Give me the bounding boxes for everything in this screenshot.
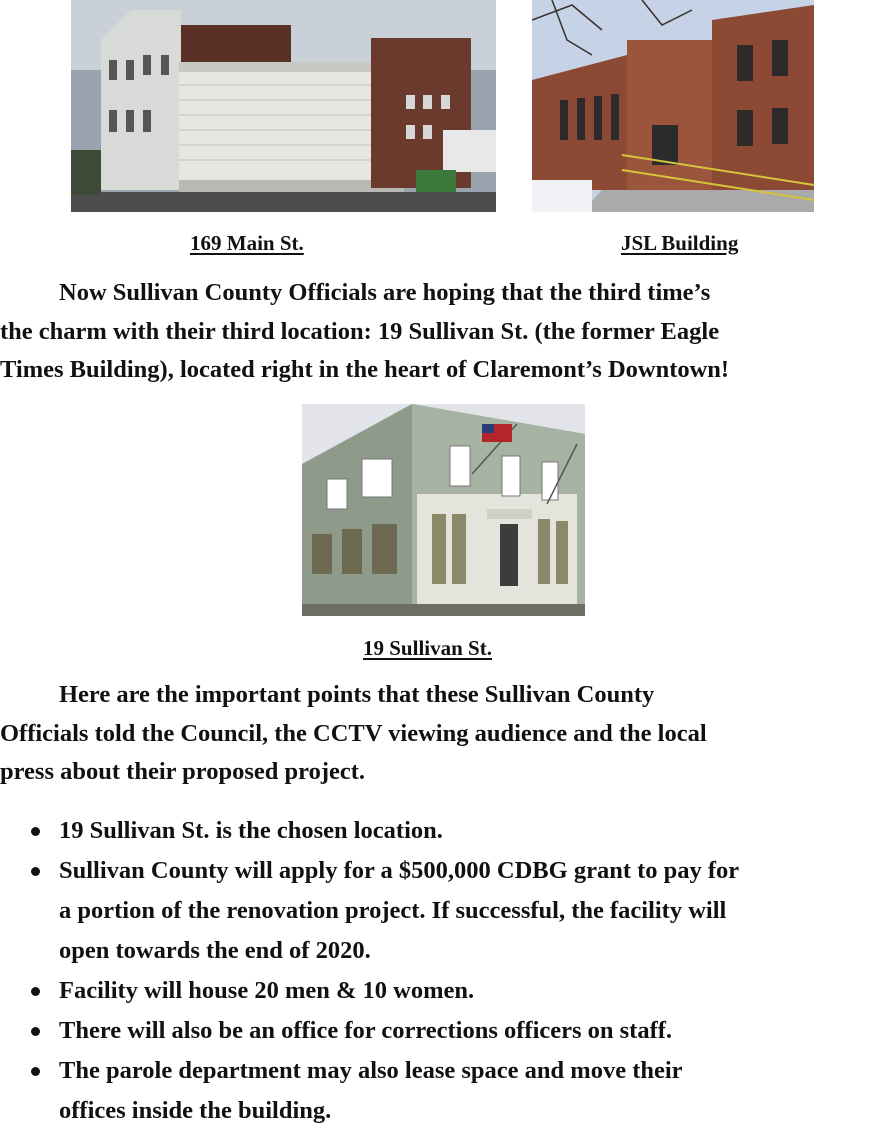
- bullet-line: Sullivan County will apply for a $500,000 CDBG grant to pay for: [59, 857, 740, 884]
- caption-19-sullivan-st: 19 Sullivan St.: [363, 636, 492, 660]
- caption-jsl-building: JSL Building: [621, 231, 739, 255]
- bullet-item: [0, 811, 739, 851]
- bullet-item: [0, 971, 739, 1011]
- intro-line-3: Times Building), located right in the heart of Claremont’s Downtown!: [0, 356, 730, 383]
- points-intro-line-2: Officials told the Council, the CCTV viewing audience and the local: [0, 719, 707, 747]
- bullet-item: [0, 1011, 739, 1051]
- bullet-line: open towards the end of 2020.: [59, 937, 371, 964]
- photo-jsl-building: [532, 0, 814, 212]
- bullet-line: offices inside the building.: [59, 1097, 332, 1124]
- points-intro-line-3: press about their proposed project.: [0, 758, 366, 785]
- bullet-list: [0, 811, 739, 1131]
- caption-169-main-st: 169 Main St.: [190, 231, 304, 255]
- bullet-line: The parole department may also lease space and move their: [59, 1057, 683, 1084]
- photo-169-main-st: [71, 0, 496, 212]
- intro-line-1: Now Sullivan County Officials are hoping that the third time’s: [59, 279, 711, 306]
- points-intro-paragraph: [0, 676, 707, 792]
- photo-19-sullivan-st: [302, 404, 585, 616]
- bullet-line: 19 Sullivan St. is the chosen location.: [59, 817, 443, 844]
- points-intro-line-1: Here are the important points that these Sullivan County: [59, 681, 655, 708]
- intro-paragraph: [0, 274, 729, 390]
- bullet-item: [0, 1051, 739, 1131]
- bullet-line: There will also be an office for corrections officers on staff.: [59, 1017, 673, 1044]
- bullet-line: Facility will house 20 men & 10 women.: [59, 977, 475, 1004]
- bullet-item: [0, 851, 739, 971]
- intro-line-2: the charm with their third location: 19 Sullivan St. (the former Eagle: [0, 317, 720, 345]
- bullet-line: a portion of the renovation project. If successful, the facility will: [59, 897, 727, 924]
